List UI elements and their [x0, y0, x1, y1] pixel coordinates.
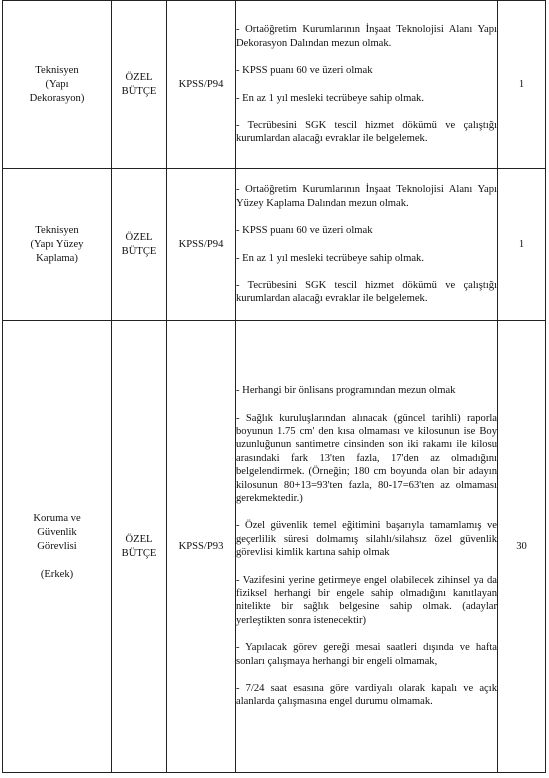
position-count-cell: 1	[498, 1, 546, 169]
position-title-line: Görevlisi	[37, 540, 77, 552]
requirement-item: - Ortaöğretim Kurumlarının İnşaat Teknolojisi Alanı Yapı Yüzey Kaplama Dalından mezun olmak.	[236, 184, 497, 209]
position-gender-note: (Erkek)	[40, 568, 74, 580]
position-count-cell: 30	[498, 321, 546, 773]
position-title-cell	[3, 1, 112, 169]
exam-type-cell: KPSS/P93	[167, 321, 236, 773]
exam-type-cell: KPSS/P94	[167, 169, 236, 321]
position-title-line: (Yapı Yüzey	[30, 238, 84, 250]
requirement-item: - Vazifesini yerine getirmeye engel olabilecek zihinsel ya da fiziksel herhangi bir engele sahip olmadığını kanıtlayan nitelikte bir sağlık belgesine sahip olmak. (adaylar yerleştikten sonra istenecektir)	[236, 574, 497, 626]
position-title-line: Güvenlik	[37, 526, 77, 538]
position-title-line: Koruma ve	[33, 512, 81, 524]
requirement-item: - En az 1 yıl mesleki tecrübeye sahip olmak.	[236, 92, 424, 104]
budget-cell	[112, 321, 167, 773]
position-title-line: Dekorasyon)	[29, 92, 85, 104]
table-row	[3, 1, 546, 169]
requirement-item: - KPSS puanı 60 ve üzeri olmak	[236, 225, 373, 237]
positions-table	[2, 0, 546, 773]
exam-type-cell: KPSS/P94	[167, 1, 236, 169]
position-title-cell	[3, 169, 112, 321]
requirement-item: - Tecrübesini SGK tescil hizmet dökümü ve çalıştığı kurumlardan alacağı evraklar ile belgelemek.	[236, 279, 497, 305]
requirement-item: - 7/24 saat esasına göre vardiyalı olarak kapalı ve açık alanlarda çalışmasına engel durumu olmamak.	[236, 683, 497, 708]
budget-line: ÖZEL	[125, 533, 153, 545]
requirements-cell	[236, 169, 498, 321]
position-title-cell	[3, 321, 112, 773]
budget-line: BÜTÇE	[121, 245, 157, 257]
requirement-item: - Yapılacak görev gereği mesai saatleri dışında ve hafta sonları çalışmaya herhangi bir engeli olmamak,	[236, 642, 497, 667]
requirement-item: - Özel güvenlik temel eğitimini başarıyla tamamlamış ve geçerlilik süresi dolmamış silahlı/silahsız özel güvenlik görevlisi kimlik kartına sahip olmak	[236, 520, 497, 559]
requirement-item: - En az 1 yıl mesleki tecrübeye sahip olmak.	[236, 252, 424, 264]
budget-line: BÜTÇE	[121, 547, 157, 559]
requirement-item: - KPSS puanı 60 ve üzeri olmak	[236, 65, 373, 77]
budget-line: BÜTÇE	[121, 85, 157, 97]
position-title-line: Teknisyen	[35, 224, 79, 236]
budget-cell	[112, 169, 167, 321]
table-row	[3, 169, 546, 321]
budget-line: ÖZEL	[125, 231, 153, 243]
requirements-cell	[236, 321, 498, 773]
requirement-item: - Sağlık kuruluşlarından alınacak (güncel tarihli) raporla boyunun 1.75 cm' den kısa olmaması ve kilosunun ise Boy uzunluğunun santimetre cinsinden son iki rakamı ile kilosu arasındaki fark 13'ten fazla, 17'den az olmadığını belgelendirmek. (Örneğin; 180 cm boyunda olan bir adayın kilosunun 80+13=93'ten fazla, 80-17=63'ten az olmaması gerekmektedir.)	[236, 412, 497, 504]
position-title-line: Kaplama)	[36, 252, 78, 264]
budget-line: ÖZEL	[125, 71, 153, 83]
requirement-item: - Ortaöğretim Kurumlarının İnşaat Teknolojisi Alanı Yapı Dekorasyon Dalından mezun olmak.	[236, 24, 497, 49]
position-count-cell: 1	[498, 169, 546, 321]
budget-cell	[112, 1, 167, 169]
position-title-line: (Yapı	[45, 78, 69, 90]
requirements-cell	[236, 1, 498, 169]
requirement-item: - Herhangi bir önlisans programından mezun olmak	[236, 385, 456, 397]
position-title-line: Teknisyen	[35, 64, 79, 76]
table-row	[3, 321, 546, 773]
requirement-item: - Tecrübesini SGK tescil hizmet dökümü ve çalıştığı kurumlardan alacağı evraklar ile belgelemek.	[236, 119, 497, 145]
